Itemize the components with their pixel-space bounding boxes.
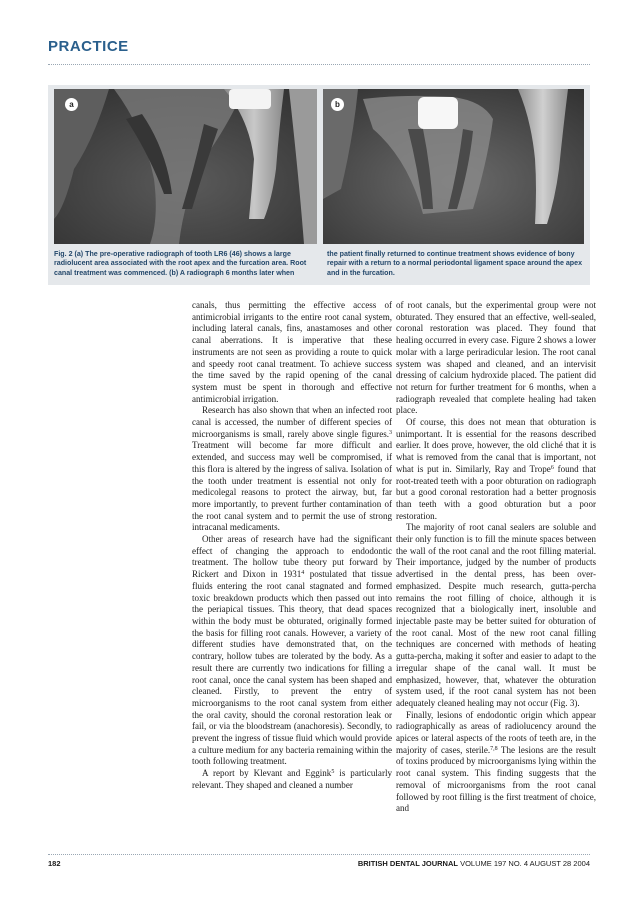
paragraph: Research has also shown that when an infected root canal is accessed, the number of different species of microorganisms is small, rarely above single figures.$^3$ Treatment will become far more difficult and extended, and success may well be compromised, if this flora is altered by the ingress of saliva. Isolation of the tooth under treatment is essential not only for medicolegal reasons to protect the airway, but, far more importantly, to prevent further contamination of the root canal system and to permit the use of strong intracanal medicaments. bbox=[192, 405, 392, 533]
body-column-2 bbox=[396, 300, 596, 815]
section-label: PRACTICE bbox=[48, 38, 129, 55]
journal-name: BRITISH DENTAL JOURNAL bbox=[357, 859, 458, 868]
panel-label-b: b bbox=[331, 98, 344, 111]
citation-ref: 7,8 bbox=[490, 745, 498, 752]
page-number: 182 bbox=[48, 859, 61, 868]
paragraph: Finally, lesions of endodontic origin which appear radiographically as areas of radiolucency around the apices or lateral aspects of the roots of teeth are, in the majority of cases, sterile.$^{7,8}$ The lesions are the result of toxins produced by microorganisms lying within the root canal system. This finding suggests that the removal of microorganisms from the root canal followed by root filling is the first treatment of choice, and bbox=[396, 709, 596, 814]
journal-issue: VOLUME 197 NO. 4 AUGUST 28 2004 bbox=[460, 859, 590, 868]
body-column-1 bbox=[192, 300, 392, 792]
citation-ref: 3 bbox=[389, 429, 392, 436]
radiograph-a bbox=[54, 89, 317, 244]
radiograph-b-image bbox=[323, 89, 584, 244]
paragraph: Of course, this does not mean that obturation is unimportant. It is essential for the reasons described earlier. It does prove, however, the old cliché that it is what is removed from the canal that is important, not what is put in. Similarly, Ray and Trope$^6$ found that root-treated teeth with a poor obturation on radiograph but a good coronal restoration had a better prognosis than teeth with a good obturation but a poor restoration. bbox=[396, 417, 596, 521]
paragraph: A report by Klevant and Eggink$^5$ is particularly relevant. They shaped and cleaned a number bbox=[192, 768, 392, 790]
figure-caption-left: Fig. 2 (a) The pre-operative radiograph of tooth LR6 (46) shows a large radiolucent area associated with the root apex and the furcation area. Root canal treatment was commenced. (b) A radiograph 6 months later when bbox=[54, 250, 307, 277]
paragraph: canals, thus permitting the effective access of antimicrobial irrigants to the entire root canal system, including lateral canals, fins, anastamoses and other canal aberrations. It is imperative that these instruments are not seen as providing a route to quick and speedy root canal treatment. To achieve success the time saved by the rapid opening of the canal system must be spent in thorough and effective antimicrobial irrigation. bbox=[192, 300, 392, 404]
citation-ref: 5 bbox=[331, 769, 335, 776]
journal-citation bbox=[358, 859, 590, 868]
radiograph-b bbox=[323, 89, 584, 244]
paragraph: The majority of root canal sealers are soluble and their only function is to fill the minute spaces between the wall of the root canal and the root filling material. Their importance, judged by the number of products advertised in the dental press, has been over-emphasized. Despite much research, gutta-percha remains the root filling of choice, although it is recognized that a biologically inert, insoluble and injectable paste may be better suited for obturation of the root canal. Most of the new root canal filling techniques are concerned with methods of heating gutta-percha, making it softer and easier to adapt to the irregular shape of the canal wall. It must be emphasized, however, that, whatever the obturation system used, if the root canal system has not been adequately cleaned healing may not occur (Fig. 3). bbox=[396, 522, 596, 708]
header-divider bbox=[48, 64, 590, 65]
paragraph: Other areas of research have had the significant effect of changing the approach to endodontic treatment. The hollow tube theory put forward by Rickert and Dixon in 1931$^4$ postulated that tissue fluids entering the root canal stagnated and formed toxic breakdown products which then passed out into the periapical tissues. This theory, that dead spaces within the body must be obturated, originally formed the basis for filling root canals. However, a variety of different studies have demonstrated that, on the contrary, hollow tubes are tolerated by the body. As a result there are currently two indications for filling a root canal, once the canal system has been shaped and cleaned. Firstly, to prevent the entry of microorganisms to the root canal system from either the oral cavity, should the coronal restoration leak or fail, or via the bloodstream (anachoresis). Secondly, to prevent the ingress of tissue fluid which would provide a culture medium for any bacteria remaining within the tooth following treatment. bbox=[192, 534, 392, 767]
paragraph: of root canals, but the experimental group were not obturated. They ensured that an effective, well-sealed, coronal restoration was placed. They found that healing occurred in every case. Figure 2 shows a lower molar with a large periradicular lesion. The root canal system was shaped and cleaned, and an intervisit dressing of calcium hydroxide placed. The patient did not return for further treatment for 6 months, when a radiograph revealed that complete healing had taken place. bbox=[396, 300, 596, 416]
figure-2 bbox=[48, 85, 590, 285]
citation-ref: 4 bbox=[301, 570, 305, 577]
figure-caption-right: the patient finally returned to continue treatment shows evidence of bony repair with a return to a normal periodontal ligament space around the apex and in the furcation. bbox=[327, 250, 583, 277]
panel-label-a: a bbox=[65, 98, 78, 111]
footer-divider bbox=[48, 854, 590, 855]
citation-ref: 6 bbox=[550, 464, 554, 471]
radiograph-a-image bbox=[54, 89, 317, 244]
